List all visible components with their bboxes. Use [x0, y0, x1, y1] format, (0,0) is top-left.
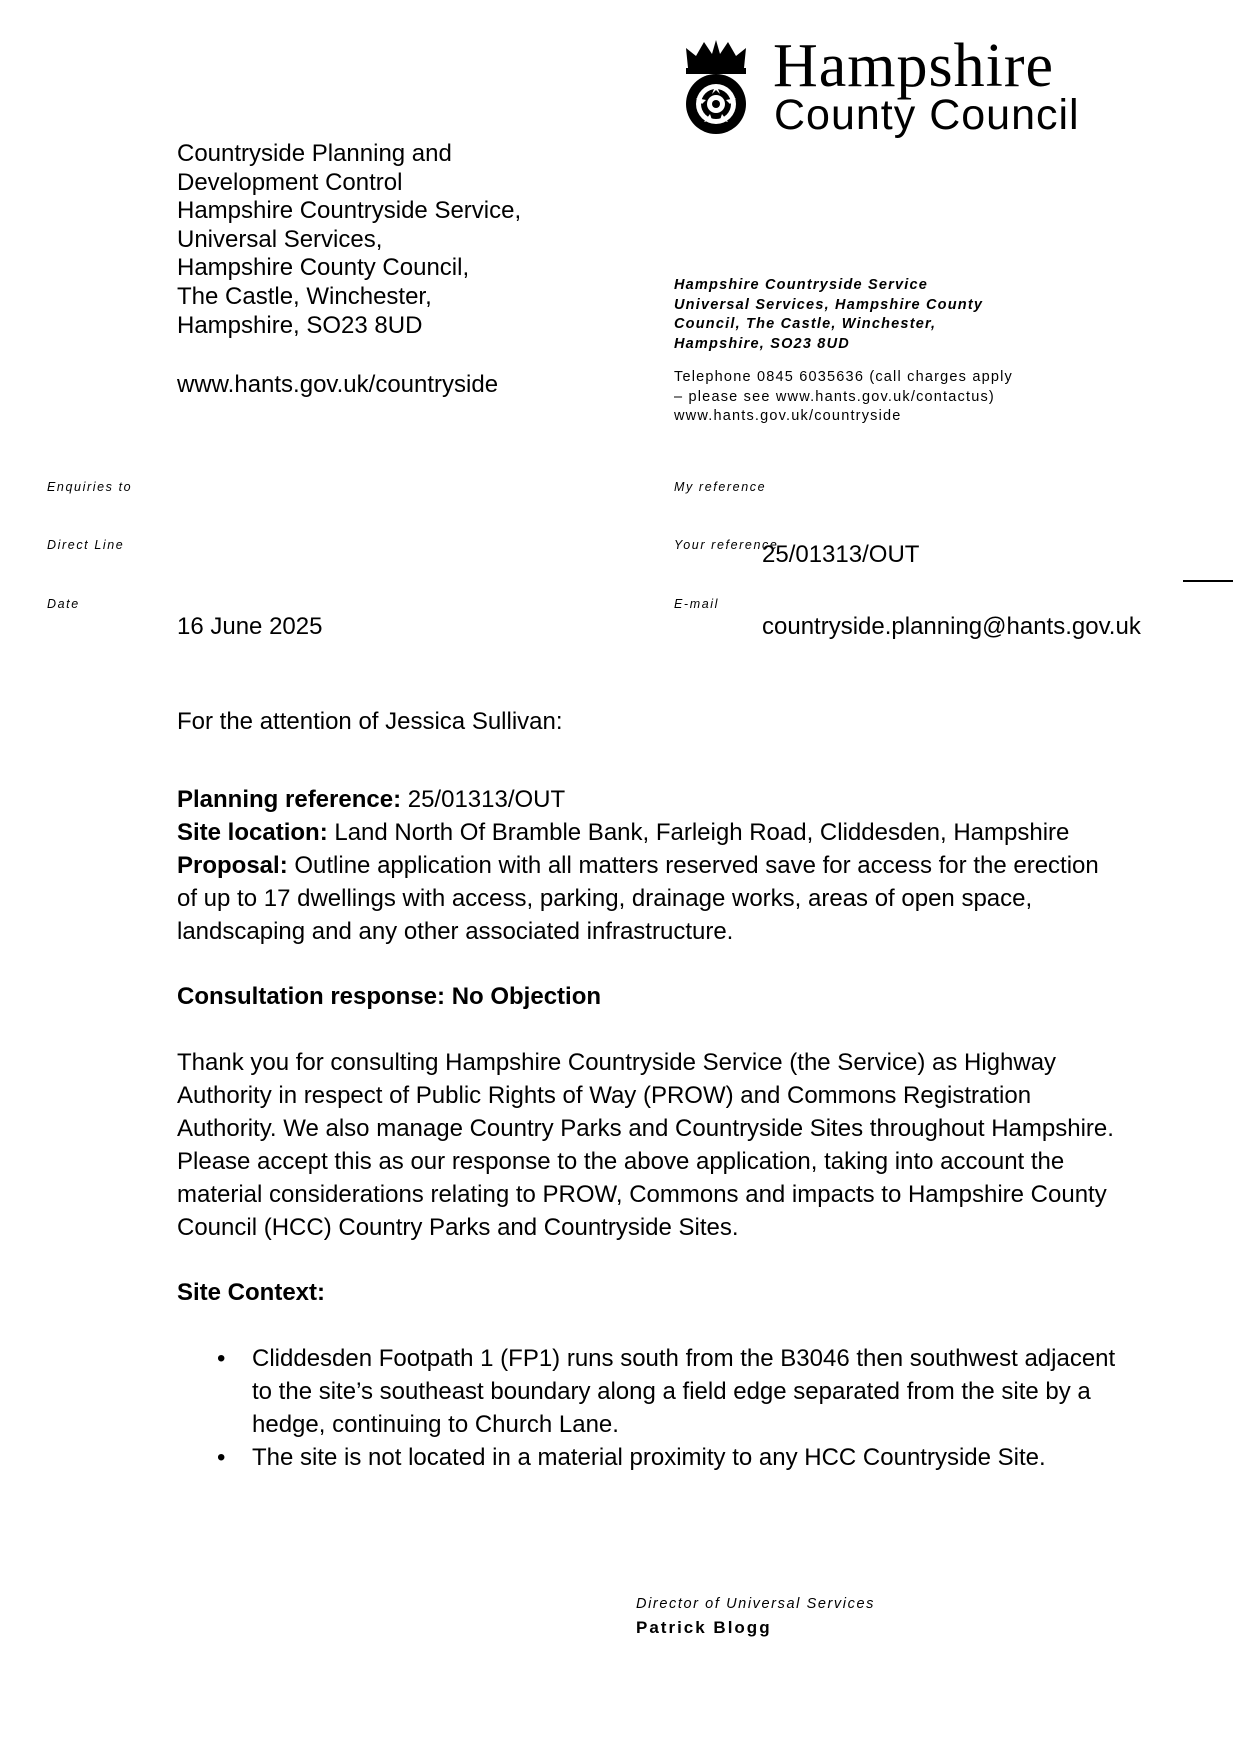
site-context-list	[177, 1342, 1117, 1474]
bullet-icon: •	[217, 1444, 226, 1471]
address-line: Hampshire County Council,	[177, 254, 470, 282]
proposal-value: Outline application with all matters reserved save for access for the erection of up to 17 dwellings with access, parking, drainage works, areas of open space, landscaping and any other associated infrastructure.	[177, 852, 1099, 945]
council-contact	[674, 368, 1013, 427]
sender-address	[177, 140, 521, 340]
council-address-line: Universal Services, Hampshire County	[674, 296, 984, 313]
council-address-line: Hampshire, SO23 8UD	[674, 335, 850, 352]
email-value: countryside.planning@hants.gov.uk	[762, 613, 1141, 640]
council-address-line: Hampshire Countryside Service	[674, 277, 928, 293]
list-item	[177, 1342, 1117, 1441]
list-item-text: The site is not located in a material proximity to any HCC Countryside Site.	[252, 1444, 1046, 1471]
signatory-name: Patrick Blogg	[636, 1618, 772, 1637]
site-location	[177, 816, 1117, 849]
application-details	[177, 783, 1117, 948]
consultation-heading: Consultation response: No Objection	[177, 983, 602, 1010]
site-context-heading: Site Context:	[177, 1279, 326, 1306]
county-crest-rose-icon	[680, 38, 752, 136]
my-reference-label: My reference	[674, 480, 767, 494]
email-label: E-mail	[674, 597, 720, 611]
address-line: Universal Services,	[177, 225, 383, 253]
address-line: Countryside Planning and	[177, 140, 452, 167]
your-reference-value: 25/01313/OUT	[762, 541, 920, 568]
telephone-line: Telephone 0845 6035636 (call charges apply	[674, 369, 1014, 385]
proposal-label: Proposal:	[177, 852, 288, 879]
intro-paragraph: Thank you for consulting Hampshire Countryside Service (the Service) as Highway Authority in respect of Public Rights of Way (PROW) and Commons Registration Authority. We also manage Country Parks and Countryside Sites throughout Hampshire. Please accept this as our response to the above application, taking into account the material considerations relating to PROW, Commons and impacts to Hampshire County Council (HCC) Country Parks and Countryside Sites.	[177, 1049, 1114, 1241]
address-line: The Castle, Winchester,	[177, 282, 432, 310]
your-reference-label: Your reference	[674, 538, 779, 552]
bullet-icon: •	[217, 1345, 226, 1372]
brand-name-line1: Hampshire	[773, 32, 1055, 100]
sender-website: www.hants.gov.uk/countryside	[177, 371, 499, 398]
proposal	[177, 849, 1117, 948]
site-location-value: Land North Of Bramble Bank, Farleigh Road, Cliddesden, Hampshire	[327, 819, 1070, 846]
list-item	[177, 1441, 1117, 1474]
signatory-title: Director of Universal Services	[636, 1596, 875, 1612]
date-value: 16 June 2025	[177, 613, 323, 640]
list-item-text: Cliddesden Footpath 1 (FP1) runs south from the B3046 then southwest adjacent to the site’s southeast boundary along a field edge separated from the site by a hedge, continuing to Church Lane.	[252, 1345, 1116, 1438]
planning-reference-value: 25/01313/OUT	[401, 786, 566, 813]
direct-line-label: Direct Line	[47, 538, 125, 552]
enquiries-label: Enquiries to	[47, 480, 133, 494]
address-line: Hampshire Countryside Service,	[177, 197, 522, 225]
address-line: Hampshire, SO23 8UD	[177, 311, 423, 339]
planning-reference	[177, 783, 1117, 816]
council-website: www.hants.gov.uk/countryside	[674, 408, 902, 424]
date-label: Date	[47, 597, 80, 611]
attention-line: For the attention of Jessica Sullivan:	[177, 708, 563, 735]
address-line: Development Control	[177, 168, 403, 196]
site-location-label: Site location:	[177, 819, 328, 846]
telephone-note: – please see www.hants.gov.uk/contactus)	[674, 388, 995, 405]
planning-reference-label: Planning reference:	[177, 786, 402, 813]
brand-name-line2: County Council	[774, 91, 1080, 139]
fold-mark	[1183, 580, 1233, 582]
council-address-line: Council, The Castle, Winchester,	[674, 316, 937, 332]
council-address	[674, 276, 983, 354]
